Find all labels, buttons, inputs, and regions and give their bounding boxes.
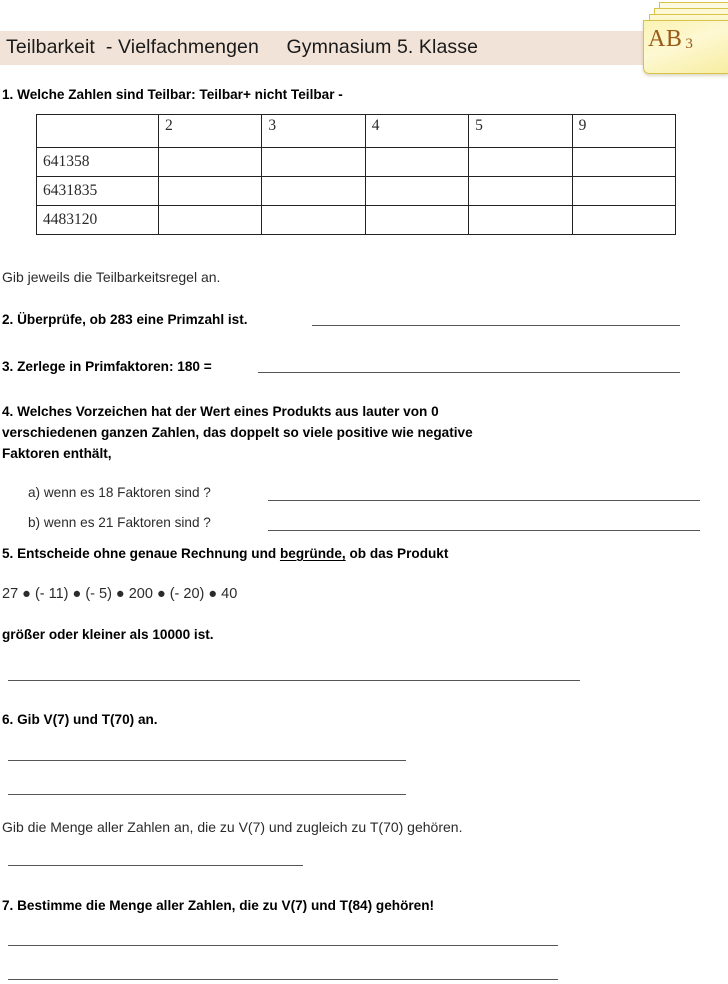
question-2-prompt: 2. Überprüfe, ob 283 eine Primzahl ist. <box>2 312 248 327</box>
table-answer-cell[interactable] <box>159 148 262 177</box>
answer-line-q4a[interactable] <box>268 500 700 501</box>
question-5-prompt-post: ob das Produkt <box>345 546 449 561</box>
badge-number: 3 <box>685 36 694 52</box>
table-column-header-3: 3 <box>262 115 365 148</box>
divisibility-table <box>36 114 676 235</box>
table-answer-cell[interactable] <box>365 177 468 206</box>
table-row <box>37 177 676 206</box>
table-answer-cell[interactable] <box>572 206 675 235</box>
answer-line-q7-2[interactable] <box>8 979 558 980</box>
table-column-header-2: 2 <box>159 115 262 148</box>
table-answer-cell[interactable] <box>572 177 675 206</box>
question-7-prompt: 7. Bestimme die Menge aller Zahlen, die zu V(7) und T(84) gehören! <box>2 898 435 913</box>
question-4-part-a-label: a) wenn es 18 Faktoren sind ? <box>28 485 211 500</box>
table-corner-cell <box>37 115 159 148</box>
table-row-label: 641358 <box>37 148 159 177</box>
table-answer-cell[interactable] <box>365 148 468 177</box>
table-column-header-9: 9 <box>572 115 675 148</box>
table-answer-cell[interactable] <box>365 206 468 235</box>
question-5-expression: 27 ● (- 11) ● (- 5) ● 200 ● (- 20) ● 40 <box>2 586 238 602</box>
answer-line-q6-2[interactable] <box>8 794 406 795</box>
question-4-prompt-line-3: Faktoren enthält, <box>2 446 112 461</box>
table-answer-cell[interactable] <box>469 177 572 206</box>
question-6-follow-up: Gib die Menge aller Zahlen an, die zu V(7) und zugleich zu T(70) gehören. <box>2 819 463 835</box>
question-5-prompt <box>2 545 448 564</box>
table-row-label: 4483120 <box>37 206 159 235</box>
table-answer-cell[interactable] <box>262 177 365 206</box>
answer-line-q5[interactable] <box>8 680 580 681</box>
question-1-prompt: 1. Welche Zahlen sind Teilbar: Teilbar+ nicht Teilbar - <box>2 87 343 102</box>
answer-line-q6-3[interactable] <box>8 865 303 866</box>
table-row <box>37 148 676 177</box>
question-4-part-b-label: b) wenn es 21 Faktoren sind ? <box>28 515 211 530</box>
table-answer-cell[interactable] <box>469 148 572 177</box>
question-6-prompt: 6. Gib V(7) und T(70) an. <box>2 712 158 727</box>
table-header-row <box>37 115 676 148</box>
answer-line-q6-1[interactable] <box>8 760 406 761</box>
answer-line-q3[interactable] <box>258 372 680 373</box>
table-column-header-4: 4 <box>365 115 468 148</box>
table-answer-cell[interactable] <box>159 206 262 235</box>
badge-label <box>648 26 693 53</box>
question-5-prompt-pre: 5. Entscheide ohne genaue Rechnung und <box>2 546 280 561</box>
page-title: Teilbarkeit - Vielfachmengen Gymnasium 5. Klasse <box>6 36 479 58</box>
table-row-label: 6431835 <box>37 177 159 206</box>
table-answer-cell[interactable] <box>572 148 675 177</box>
question-5-prompt-end: größer oder kleiner als 10000 ist. <box>2 627 214 642</box>
question-3-prompt: 3. Zerlege in Primfaktoren: 180 = <box>2 359 212 374</box>
table-column-header-5: 5 <box>469 115 572 148</box>
table-answer-cell[interactable] <box>262 206 365 235</box>
table-answer-cell[interactable] <box>469 206 572 235</box>
answer-line-q4b[interactable] <box>268 530 700 531</box>
question-1-note: Gib jeweils die Teilbarkeitsregel an. <box>2 269 221 285</box>
badge-text: AB <box>648 26 683 52</box>
answer-line-q7-1[interactable] <box>8 945 558 946</box>
table-answer-cell[interactable] <box>262 148 365 177</box>
question-4-prompt-line-2: verschiedenen ganzen Zahlen, das doppelt so viele positive wie negative <box>2 425 473 440</box>
answer-line-q2[interactable] <box>312 325 680 326</box>
question-4-prompt-line-1: 4. Welches Vorzeichen hat der Wert eines Produkts aus lauter von 0 <box>2 404 439 419</box>
table-answer-cell[interactable] <box>159 177 262 206</box>
table-row <box>37 206 676 235</box>
question-5-emphasis: begründe, <box>279 546 346 561</box>
